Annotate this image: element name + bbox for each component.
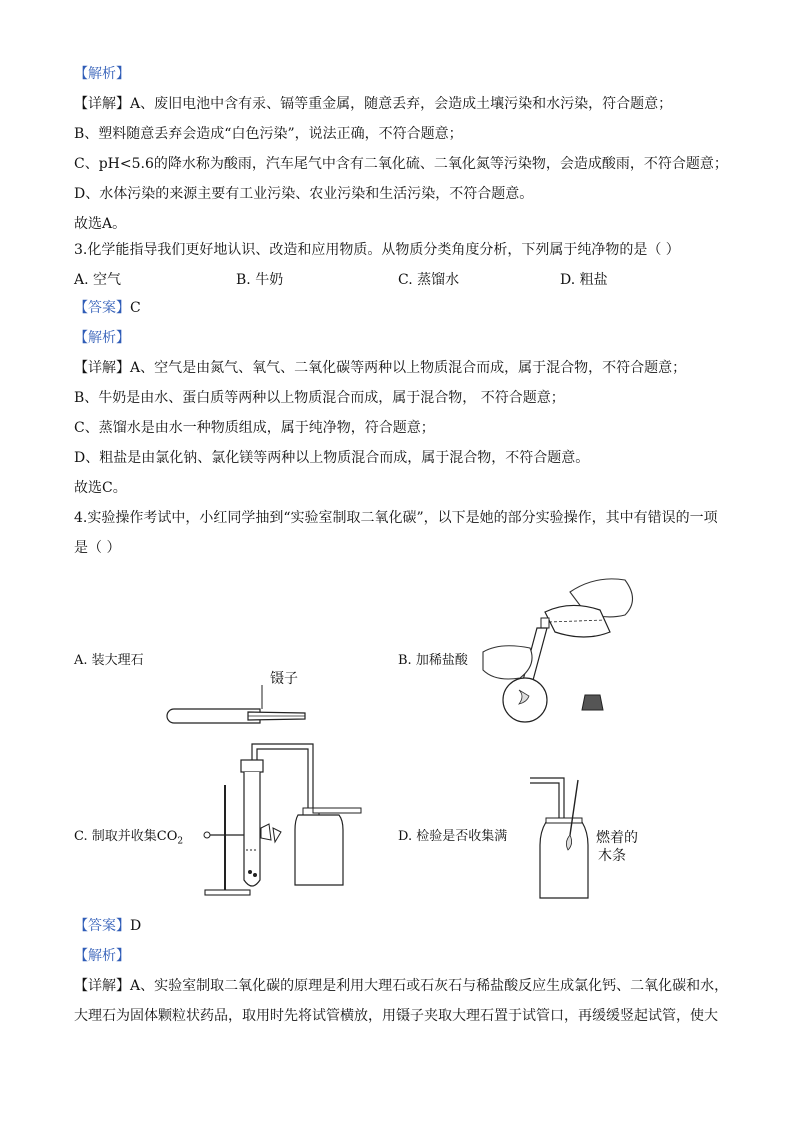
explanation-line-d: D、水体污染的来源主要有工业污染、农业污染和生活污染，不符合题意。 xyxy=(74,186,534,202)
q3-option-b: B. 牛奶 xyxy=(236,272,284,288)
q3-answer-row xyxy=(74,298,141,318)
tweezers-label: 镊子 xyxy=(270,671,298,687)
q3-explanation-d: D、粗盐是由氯化钠、氯化镁等两种以上物质混合而成，属于混合物，不符合题意。 xyxy=(74,450,590,466)
q4-option-d: D. 检验是否收集满 xyxy=(398,829,508,844)
conclusion: 故选A。 xyxy=(74,216,127,232)
q3-stem: 3.化学能指导我们更好地认识、改造和应用物质。从物质分类角度分析，下列属于纯净物的是（ ） xyxy=(74,242,680,258)
detail-line: 【详解】A、废旧电池中含有汞、镉等重金属，随意丢弃，会造成土壤污染和水污染，符合题意； xyxy=(74,96,673,112)
q4-stem-line2: 是（ ） xyxy=(74,540,121,556)
q3-explanation-b: B、牛奶是由水、蛋白质等两种以上物质混合而成，属于混合物， 不符合题意； xyxy=(74,390,565,406)
q4-stem-line1: 4.实验操作考试中，小红同学抽到“实验室制取二氧化碳”，以下是她的部分实验操作，其中有错误的一项 xyxy=(74,510,718,526)
q3-option-c: C. 蒸馏水 xyxy=(398,272,460,288)
answer-value: C xyxy=(130,300,141,316)
q3-explanation-c: C、蒸馏水是由水一种物质组成，属于纯净物，符合题意； xyxy=(74,420,435,436)
q3-analysis-label: 【解析】 xyxy=(74,330,130,346)
figure-d-checking-full xyxy=(530,770,680,910)
answer-label: 【答案】 xyxy=(74,300,130,316)
q4-option-a: A. 装大理石 xyxy=(74,653,144,668)
q4-detail-line: 【详解】A、实验室制取二氧化碳的原理是利用大理石或石灰石与稀盐酸反应生成氯化钙、二氧化碳和水， xyxy=(74,978,729,994)
q4-analysis-label: 【解析】 xyxy=(74,948,130,964)
q4-option-c xyxy=(74,828,183,851)
explanation-line-b: B、塑料随意丢弃会造成“白色污染”，说法正确，不符合题意； xyxy=(74,126,463,142)
q4-detail-line2: 大理石为固体颗粒状药品，取用时先将试管横放，用镊子夹取大理石置于试管口，再缓缓竖起试管，使大 xyxy=(74,1008,718,1024)
q3-conclusion: 故选C。 xyxy=(74,480,127,496)
analysis-label: 【解析】 xyxy=(74,66,130,82)
q4-answer-row xyxy=(74,916,141,936)
q3-detail-line: 【详解】A、空气是由氮气、氧气、二氧化碳等两种以上物质混合而成，属于混合物，不符合题意； xyxy=(74,360,687,376)
answer-value: D xyxy=(130,918,142,934)
figure-b-adding-acid xyxy=(475,570,655,730)
q3-option-a: A. 空气 xyxy=(74,272,122,288)
burning-stick-label-2: 木条 xyxy=(598,848,626,864)
answer-label: 【答案】 xyxy=(74,918,130,934)
figure-c-generation-collection xyxy=(195,740,370,905)
figure-a-test-tube-tweezers xyxy=(150,665,320,735)
option-c-text: C. 制取并收集CO xyxy=(74,829,178,844)
burning-stick-label-1: 燃着的 xyxy=(596,830,638,846)
explanation-line-c: C、pH<5.6的降水称为酸雨，汽车尾气中含有二氧化硫、二氧化氮等污染物，会造成酸雨，不符合题意； xyxy=(74,156,728,172)
q4-option-b: B. 加稀盐酸 xyxy=(398,653,468,668)
q3-option-d: D. 粗盐 xyxy=(560,272,608,288)
co2-subscript: 2 xyxy=(177,836,184,847)
